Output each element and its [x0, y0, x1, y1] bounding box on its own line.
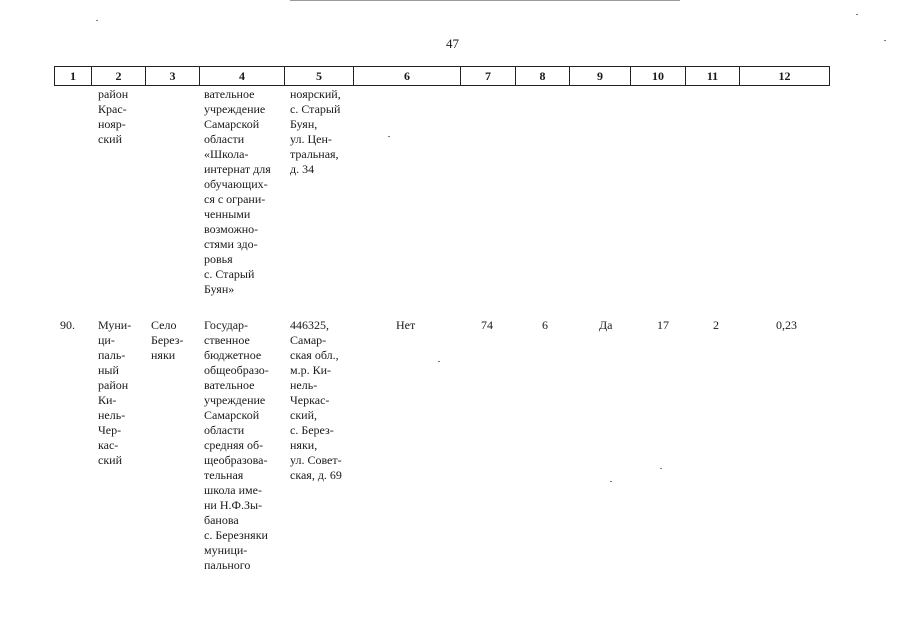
header-col-10: 10: [631, 67, 686, 85]
scan-speck: [610, 481, 612, 482]
header-col-9: 9: [570, 67, 631, 85]
cell-address: ноярский, с. Старый Буян, ул. Цен- тральная, д. 34: [290, 87, 341, 176]
cell-settlement: Село Берез- няки: [151, 318, 184, 362]
cell-col-10: 17: [657, 318, 669, 332]
cell-address: 446325, Самар- ская обл., м.р. Ки- нель- Черкас- ский, с. Берез- няки, ул. Совет- ская, д. 69: [290, 318, 342, 482]
cell-col-6: Нет: [396, 318, 416, 332]
cell-col-7: 74: [481, 318, 493, 332]
header-col-2: 2: [92, 67, 146, 85]
scan-speck: [438, 361, 440, 362]
cell-district: район Крас- нояр- ский: [98, 87, 129, 146]
cell-col-9: Да: [599, 318, 613, 332]
header-col-12: 12: [778, 69, 791, 83]
page-number: 47: [446, 36, 459, 51]
header-col-8: 8: [516, 67, 570, 85]
cell-col-12: 0,23: [776, 318, 797, 332]
cell-col-8: 6: [542, 318, 548, 332]
cell-row-number: 90.: [60, 318, 75, 332]
header-col-5: 5: [285, 67, 354, 85]
header-col-3: 3: [146, 67, 200, 85]
header-col-4: 4: [200, 67, 285, 85]
cell-district: Муни- ци- паль- ный район Ки- нель- Чер- кас- ский: [98, 318, 132, 467]
cell-col-11: 2: [713, 318, 719, 332]
scan-speck: [96, 20, 98, 21]
header-col-6: 6: [354, 67, 461, 85]
scan-edge-line: [290, 0, 680, 1]
header-col-11: 11: [686, 67, 740, 85]
scan-speck: [856, 14, 858, 15]
cell-institution: Государ- ственное бюджетное общеобразо- вательное учреждение Самарской области средняя об- щеобразова- тельная школа име- ни Н.Ф.Зы- банова с. Березняки муници- пального: [204, 318, 269, 572]
scan-speck: [388, 136, 390, 137]
header-col-7: 7: [461, 67, 516, 85]
scan-speck: [660, 468, 662, 469]
table-header: [54, 66, 830, 86]
header-col-1: 1: [55, 67, 92, 85]
cell-institution: вательное учреждение Самарской области «Школа- интернат для обучающих- ся с ограни- ченными возможно- стями здо- ровья с. Старый Буян»: [204, 87, 271, 296]
